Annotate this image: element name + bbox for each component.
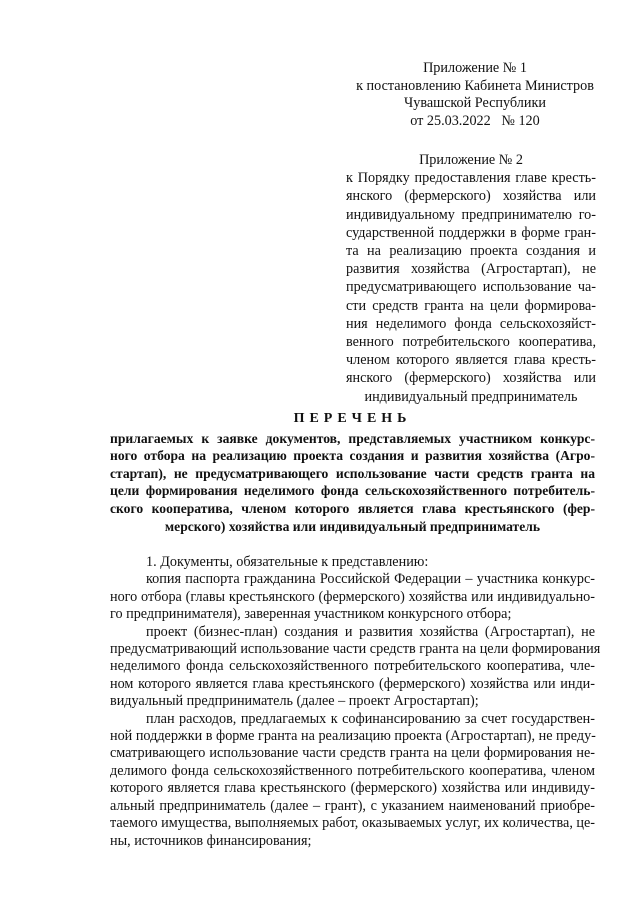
- heading-line: прилагаемых к заявке документов, представляемых участником конкурс-: [110, 430, 595, 446]
- document-title: ПЕРЕЧЕНЬ: [293, 411, 412, 426]
- appendix-2-line: индивидуальному предпринимателю го-: [346, 206, 596, 223]
- appendix-1-title: Приложение № 1: [423, 60, 527, 76]
- appendix-1-date-number: от 25.03.2022 № 120: [410, 112, 540, 129]
- heading-line: ного отбора на реализацию проекта создания и развития хозяйства (Агро-: [110, 448, 595, 464]
- paragraph-line: ны, источников финансирования;: [110, 832, 312, 849]
- paragraph-line: ной поддержки в форме гранта на реализацию проекта (Агростартап), не преду-: [110, 728, 596, 745]
- paragraph-line: ного отбора (главы крестьянского (фермерского) хозяйства или индивидуально-: [110, 588, 595, 605]
- paragraph-line: го предпринимателя), заверенная участником конкурсного отбора;: [110, 606, 512, 623]
- appendix-2-line: предусматривающего использование ча-: [346, 279, 596, 296]
- paragraph-line: копия паспорта гражданина Российской Федерации – участника конкурс-: [146, 571, 595, 588]
- appendix-2-line: сударственной поддержки в форме гран-: [346, 224, 596, 241]
- appendix-1-line: к постановлению Кабинета Министров: [356, 77, 594, 94]
- appendix-1-line: Чувашской Республики: [404, 95, 546, 111]
- paragraph-line: предусматривающий использование части средств гранта на цели формирования: [110, 641, 601, 658]
- paragraph-line: таемого имущества, выполняемых работ, оказываемых услуг, их количества, це-: [110, 815, 596, 832]
- document-body: [110, 554, 601, 850]
- appendix-2-title: Приложение № 2: [419, 152, 523, 168]
- paragraph-line: неделимого фонда сельскохозяйственного потребительского кооператива, чле-: [110, 658, 595, 675]
- appendix-1-header: [330, 60, 620, 130]
- paragraph-line: проект (бизнес-план) создания и развития хозяйства (Агростартап), не: [146, 623, 595, 640]
- paragraph-line: альный предприниматель (далее – грант), с указанием наименований приобре-: [110, 797, 595, 814]
- appendix-2-line: янского (фермерского) хозяйства или: [346, 370, 596, 387]
- paragraph-line: ном которого является глава крестьянского (фермерского) хозяйства или инди-: [110, 675, 595, 692]
- paragraph-line: которого является глава крестьянского (фермерского) хозяйства или индивиду-: [110, 780, 595, 797]
- paragraph-line: видуальный предприниматель (далее – проект Агростартап);: [110, 693, 479, 710]
- paragraph-line: делимого фонда сельскохозяйственного потребительского кооператива, членом: [110, 762, 595, 779]
- appendix-2-line: развития хозяйства (Агростартап), не: [346, 261, 596, 278]
- appendix-2-line: та на реализацию проекта создания и: [346, 243, 596, 260]
- appendix-2-line: ния неделимого фонда сельскохозяйст-: [346, 315, 596, 332]
- heading-line: ского кооператива, членом которого является глава крестьянского (фер-: [110, 500, 595, 516]
- document-heading: [110, 410, 595, 535]
- appendix-2-line: членом которого является глава кресть-: [346, 352, 596, 369]
- paragraph-line: сматривающего использование части средств гранта на цели формирования не-: [110, 745, 595, 762]
- section-1-title: 1. Документы, обязательные к представлению:: [146, 554, 429, 570]
- appendix-2-line: сти средств гранта на цели формирова-: [346, 297, 596, 314]
- heading-line: мерского) хозяйства или индивидуальный предприниматель: [164, 518, 541, 534]
- appendix-2-line: индивидуальный предприниматель: [364, 388, 578, 405]
- appendix-2-header: [346, 151, 596, 406]
- heading-line: стартап), не предусматривающего использование части средств гранта на: [110, 465, 595, 481]
- appendix-2-line: венного потребительского кооператива,: [346, 334, 596, 351]
- heading-line: цели формирования неделимого фонда сельскохозяйственного потребитель-: [110, 483, 595, 499]
- paragraph-line: план расходов, предлагаемых к софинансированию за счет государствен-: [146, 710, 595, 727]
- appendix-2-line: к Порядку предоставления главе кресть-: [346, 170, 596, 187]
- appendix-2-line: янского (фермерского) хозяйства или: [346, 188, 596, 205]
